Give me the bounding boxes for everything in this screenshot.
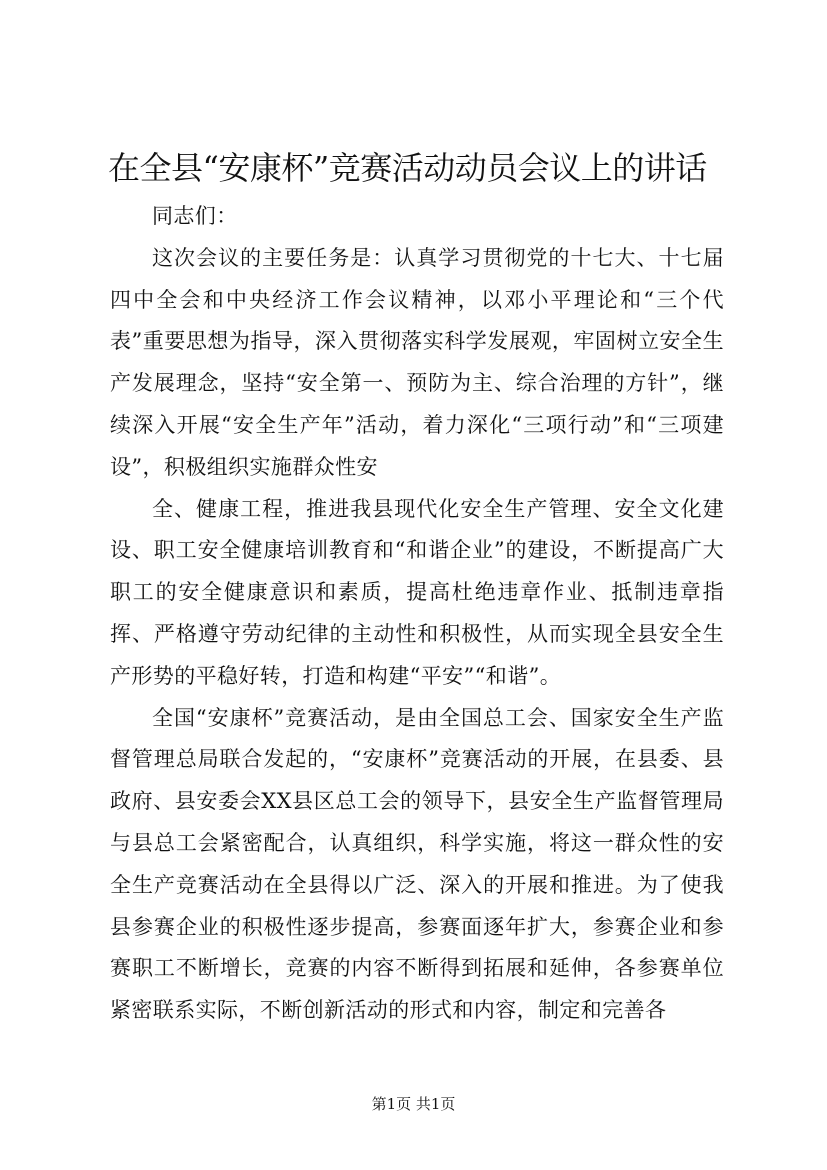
paragraph-3: 全国“安康杯”竞赛活动，是由全国总工会、国家安全生产监督管理总局联合发起的，“安康杯”竞赛活动的开展，在县委、县政府、县安委会XX县区总工会的领导下，县安全生产监督管理局与县总工会紧密配合，认真组织，科学实施，将这一群众性的安全生产竞赛活动在全县得以广泛、深入的开展和推进。为了使我县参赛企业的积极性逐步提高，参赛面逐年扩大，参赛企业和参赛职工不断增长，竞赛的内容不断得到拓展和延伸，各参赛单位紧密联系实际，不断创新活动的形式和内容，制定和完善各 <box>110 705 724 1023</box>
paragraph-1: 这次会议的主要任务是：认真学习贯彻党的十七大、十七届四中全会和中央经济工作会议精神，以邓小平理论和“三个代表”重要思想为指导，深入贯彻落实科学发展观，牢固树立安全生产发展理念，坚持“安全第一、预防为主、综合治理的方针”，继续深入开展“安全生产年”活动，着力深化“三项行动”和“三项建设”，积极组织实施群众性安 <box>110 245 724 479</box>
document-title: 在全县“安康杯”竞赛活动动员会议上的讲话 <box>108 149 707 187</box>
document-body <box>110 196 724 1032</box>
paragraph-2: 全、健康工程，推进我县现代化安全生产管理、安全文化建设、职工安全健康培训教育和“和谐企业”的建设，不断提高广大职工的安全健康意识和素质，提高杜绝违章作业、抵制违章指挥、严格遵守劳动纪律的主动性和积极性，从而实现全县安全生产形势的平稳好转，打造和构建“平安”“和谐”。 <box>110 496 724 688</box>
salutation: 同志们： <box>152 204 238 228</box>
page-footer: 第1页 共1页 <box>371 1095 456 1113</box>
